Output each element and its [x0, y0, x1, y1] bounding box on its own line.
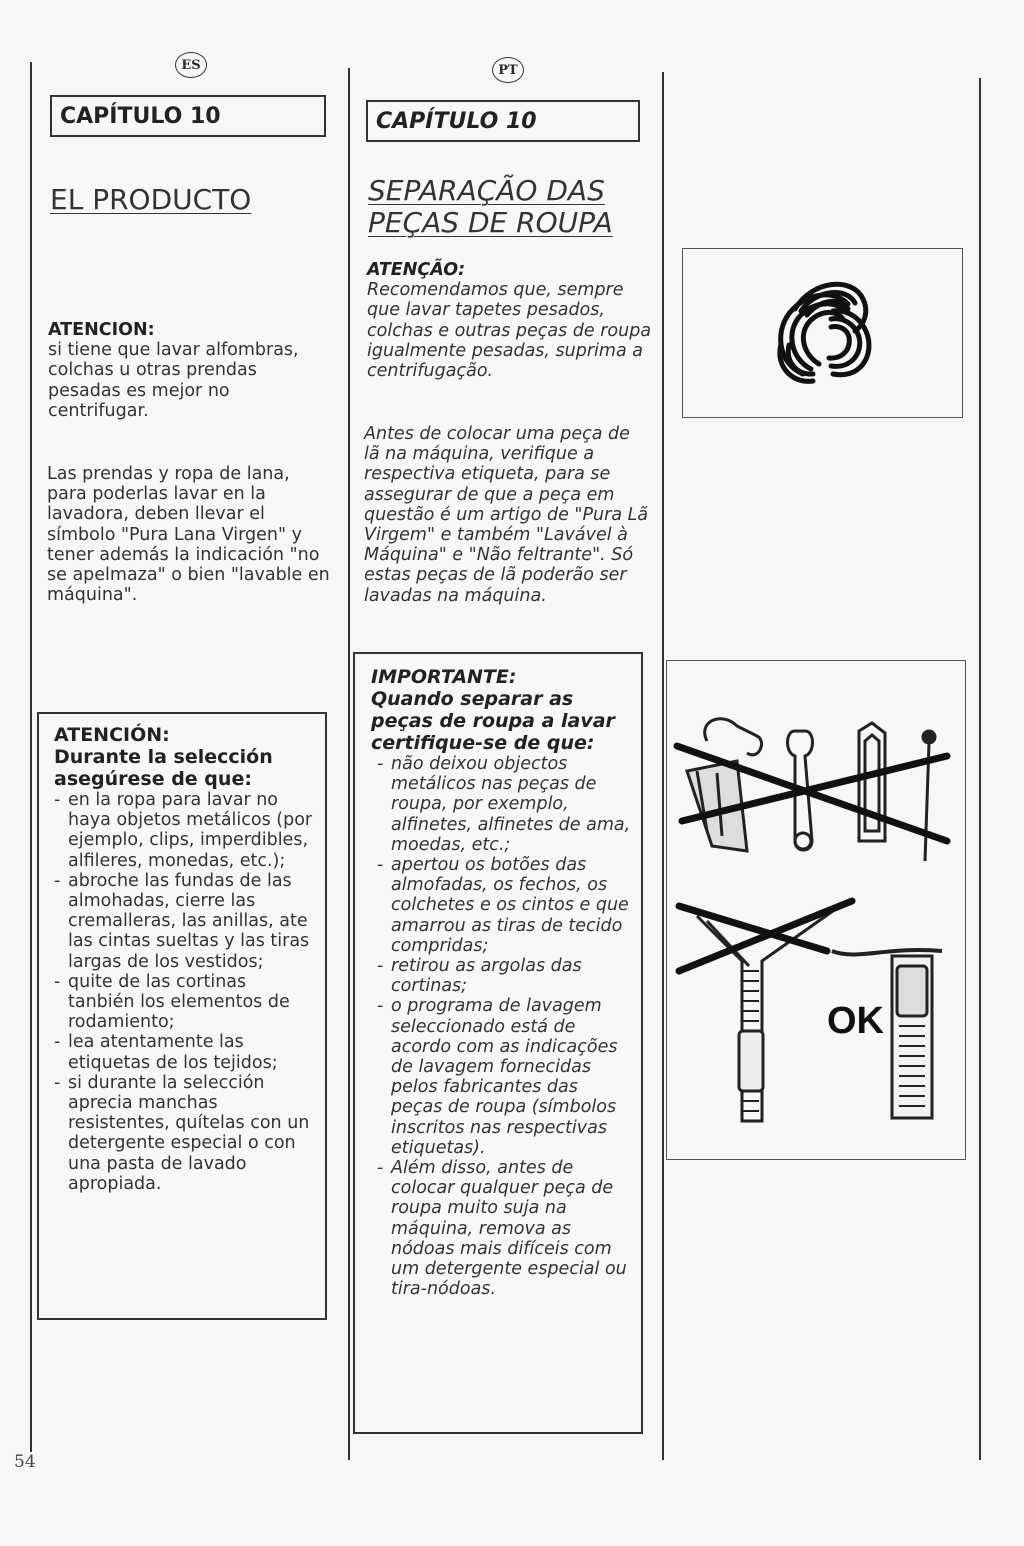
list-item: - retirou as argolas das cortinas; [377, 956, 631, 996]
important-list-pt [371, 754, 631, 1299]
atencion-text-es: si tiene que lavar alfombras, colchas u otras prendas pesadas es mejor no centrifugar. [48, 340, 299, 421]
list-item: - abroche las fundas de las almohadas, cierre las cremalleras, las anillas, ate las cintas sueltas y las tiras largas de los vestidos; [54, 871, 315, 972]
section-heading-pt-line1: SEPARAÇÃO DAS [368, 174, 605, 207]
list-item: - quite de las cortinas tanbién los elementos de rodamiento; [54, 972, 315, 1033]
wool-paragraph-pt [364, 424, 649, 606]
atencao-text-pt: Recomendamos que, sempre que lavar tapetes pesados, colchas e outras peças de roupa igualmente pesadas, suprima a centrifugação. [367, 280, 652, 382]
page-number: 54 [14, 1452, 36, 1472]
paperclip-icon [859, 723, 885, 841]
important-box-pt [353, 652, 643, 1434]
metal-objects-illustration [667, 661, 967, 1161]
column-rule-left [30, 62, 32, 1452]
list-item: - en la ropa para lavar no haya objetos metálicos (por ejemplo, clips, imperdibles, alfileres, monedas, etc.); [54, 790, 315, 871]
list-item: - lea atentamente las etiquetas de los tejidos; [54, 1032, 315, 1072]
closures-frame [666, 660, 966, 1160]
wool-mark-icon [683, 249, 964, 419]
wool-paragraph-es [47, 464, 332, 605]
selection-box-subtitle-es: Durante la selección asegúrese de que: [54, 746, 273, 790]
list-item: - si durante la selección aprecia manchas resistentes, quítelas con un detergente especial o con una pasta de lavado apropiada. [54, 1073, 315, 1194]
cross-out-mark-zip [679, 901, 852, 971]
language-badge-pt: PT [492, 57, 524, 83]
chapter-title-es: CAPÍTULO 10 [50, 95, 326, 137]
section-heading-pt [368, 175, 613, 239]
column-rule-pt-figs [662, 72, 664, 1460]
wool-text-es: Las prendas y ropa de lana, para poderlas lavar en la lavadora, deben llevar el símbolo "Pura Lana Virgen" y tener además la indicación "no se apelmaza" o bien "lavable en máquina". [47, 464, 330, 606]
important-box-title-pt: IMPORTANTE: [371, 666, 517, 688]
atencion-note-es [48, 320, 333, 421]
list-item: - Além disso, antes de colocar qualquer peça de roupa muito suja na máquina, remova as nódoas mais difíceis com um detergente especial ou tira-nódoas. [377, 1158, 631, 1299]
selection-box-title-es: ATENCIÓN: [54, 724, 170, 746]
language-badge-es: ES [175, 52, 207, 78]
atencao-note-pt [367, 260, 652, 381]
chapter-title-pt: CAPÍTULO 10 [366, 100, 640, 142]
column-rule-es-pt [348, 68, 350, 1460]
section-heading-es: EL PRODUCTO [50, 183, 252, 216]
atencion-title-es: ATENCION: [48, 320, 155, 340]
important-box-subtitle-pt: Quando separar as peças de roupa a lavar certifique-se de que: [371, 688, 615, 754]
ok-label: OK [827, 1000, 884, 1042]
section-heading-pt-line2: PEÇAS DE ROUPA [368, 206, 613, 239]
list-item: - o programa de lavagem seleccionado está de acordo com as indicações de lavagem fornecidas pelos fabricantes das peças de roupa (símbolos inscritos nas respectivas etiquetas). [377, 996, 631, 1158]
atencao-title-pt: ATENÇÃO: [367, 260, 466, 280]
selection-box-es [37, 712, 327, 1320]
pin-icon [923, 731, 935, 861]
column-rule-right [979, 78, 981, 1460]
selection-list-es [54, 790, 315, 1194]
list-item: - não deixou objectos metálicos nas peças de roupa, por exemplo, alfinetes, alfinetes de ama, moedas, etc.; [377, 754, 631, 855]
closed-zipper-icon [892, 956, 932, 1118]
zip-tape [832, 950, 942, 955]
wool-mark-frame [682, 248, 963, 418]
clip-icon [687, 719, 762, 851]
list-item: - apertou os botões das almofadas, os fechos, os colchetes e os cintos e que amarrou as tiras de tecido compridas; [377, 855, 631, 956]
wool-text-pt: Antes de colocar uma peça de lã na máquina, verifique a respectiva etiqueta, para se assegurar de que a peça em questão é um artigo de "Pura Lã Virgem" e também "Lavável à Máquina" e "Não feltrante". Só estas peças de lã poderão ser lavadas na máquina. [364, 424, 649, 606]
